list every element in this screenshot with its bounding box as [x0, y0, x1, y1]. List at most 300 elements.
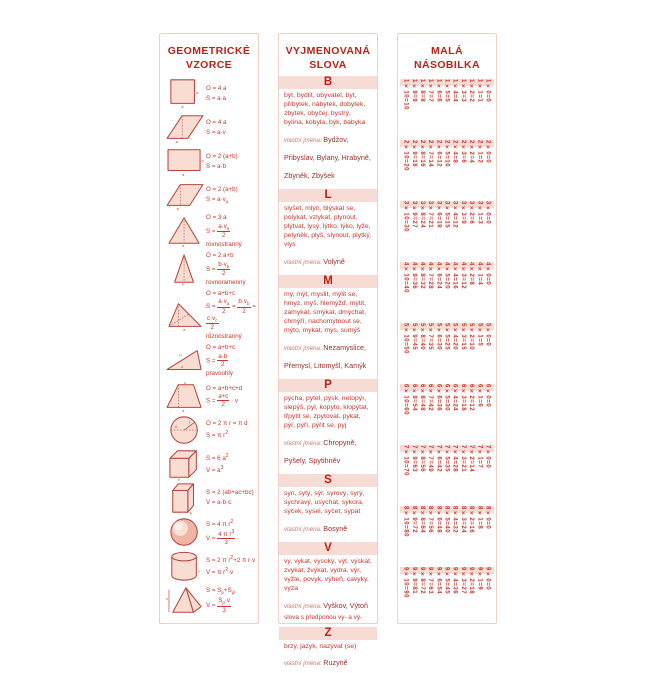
- geometry-row: [164, 550, 256, 583]
- proper-names-label: vlastní jména:: [284, 660, 323, 667]
- shape-triangle-right: [164, 344, 205, 377]
- section-letter: M: [279, 275, 377, 288]
- mult-equation-column: [451, 567, 459, 624]
- mult-equation-column: [468, 384, 476, 441]
- word-list: pýcha, pytel, pysk, netopýr, slepýš, pyl, kopyto, klopýtat, třpytit se, zpytovat, pykat, pýr, pýří, pýřit se, pyj: [284, 395, 372, 431]
- mult-equation: 3×4=12: [452, 201, 459, 228]
- mult-equation-column: [468, 140, 476, 197]
- formula-line: V = a·b·c: [206, 498, 256, 508]
- formula-block: [205, 118, 256, 137]
- formula-block: [205, 343, 256, 378]
- shape-note: různostranný: [206, 332, 256, 342]
- formula-line: V = $\frac{4 \pi r^3}{3}$: [206, 530, 256, 546]
- mult-equation-column: [459, 567, 467, 624]
- mult-equation-column: [476, 384, 484, 441]
- mult-equation: 5×9=45: [411, 323, 418, 350]
- mult-equation: 7×2=14: [468, 445, 475, 472]
- words-strip-title: VYJMENOVANÁ SLOVA: [284, 45, 372, 72]
- band-columns: [402, 79, 492, 136]
- shape-cube: [164, 448, 205, 481]
- formula-line: S = π $r^2$: [206, 429, 256, 441]
- mult-equation: 6×10=60: [403, 384, 410, 415]
- geometry-strip-title: GEOMETRICKÉ VZORCE: [165, 45, 253, 72]
- mult-equation: 7×9=63: [411, 445, 418, 472]
- mult-equation-column: [410, 201, 418, 258]
- proper-names: Bydžov, Přibyslav, Bylany, Hrabyně, Zbyněk, Zbyšek: [284, 135, 371, 180]
- multiplication-band-list: [398, 76, 496, 624]
- mult-equation-column: [427, 506, 435, 563]
- section-letter: L: [279, 189, 377, 202]
- mult-equation: 9×8=72: [419, 567, 426, 594]
- mult-equation: 4×2=8: [468, 262, 475, 285]
- formula-block: [205, 251, 256, 288]
- mult-equation-column: [443, 262, 451, 319]
- mult-equation-column: [402, 445, 410, 502]
- word-section: [279, 189, 377, 272]
- mult-equation-column: [427, 323, 435, 380]
- mult-equation: 1×1=1: [476, 79, 483, 102]
- formula-line: S = $\frac{a\cdot b}{2}$: [206, 353, 256, 368]
- formula-line: $S = a\cdot v_a$: [206, 195, 256, 206]
- mult-equation: 8×7=56: [427, 506, 434, 533]
- svg-text:a: a: [177, 476, 180, 481]
- multiplication-band-7: [402, 445, 492, 502]
- mult-equation-column: [410, 567, 418, 624]
- proper-names-label: vlastní jména:: [284, 603, 323, 610]
- multiplication-band-1: [402, 79, 492, 136]
- mult-equation-column: [410, 384, 418, 441]
- formula-line: S = $\frac{a\cdot v_a}{2}$: [206, 223, 256, 240]
- mult-equation: 2×8=16: [419, 140, 426, 167]
- geometry-row: [164, 77, 256, 110]
- formula-line: V = $\frac{S_p\cdot v}{3}$: [206, 597, 256, 614]
- mult-equation-column: [418, 445, 426, 502]
- mult-equation-column: [459, 323, 467, 380]
- proper-names-label: vlastní jména:: [284, 526, 323, 533]
- mult-equation-column: [451, 384, 459, 441]
- section-letter: B: [279, 76, 377, 89]
- formula-line: S = $\frac{a+c}{2}$ · v: [206, 393, 256, 408]
- formula-block: [205, 419, 256, 440]
- mult-equation: 2×5=10: [444, 140, 451, 167]
- proper-names-label: vlastní jména:: [284, 345, 323, 352]
- formula-line: O = 4 a: [206, 84, 256, 94]
- mult-equation: 9×3=27: [460, 567, 467, 594]
- mult-equation-column: [443, 384, 451, 441]
- band-columns: [402, 140, 492, 197]
- formula-line: O = 4 a: [206, 118, 256, 128]
- formula-block: [205, 213, 256, 250]
- mult-equation: 5×4=20: [452, 323, 459, 350]
- mult-equation: 6×1=6: [476, 384, 483, 407]
- mult-equation: 4×4=16: [452, 262, 459, 289]
- mult-equation: 3×2=6: [468, 201, 475, 224]
- formula-line: O = 2 π r = π d: [206, 419, 256, 429]
- mult-equation: 2×2=4: [468, 140, 475, 163]
- mult-equation-column: [484, 201, 492, 258]
- mult-equation-column: [468, 506, 476, 563]
- svg-text:b: b: [182, 281, 185, 286]
- mult-equation-column: [418, 506, 426, 563]
- multiplication-band-5: [402, 323, 492, 380]
- formula-line: V = π $r^2\cdot v$: [206, 566, 256, 578]
- mult-equation: 3×8=24: [419, 201, 426, 228]
- mult-equation: 3×3=9: [460, 201, 467, 224]
- mult-equation-column: [443, 323, 451, 380]
- mult-equation-column: [435, 262, 443, 319]
- mult-equation: 7×5=35: [444, 445, 451, 472]
- svg-text:a: a: [182, 172, 185, 177]
- formula-block: [205, 84, 256, 103]
- mult-equation-column: [418, 140, 426, 197]
- mult-equation: 9×5=45: [444, 567, 451, 594]
- word-section: [279, 275, 377, 376]
- shape-triangle-scalene: [164, 299, 205, 332]
- proper-names: Nezamyslice, Přemysl, Litomyšl, Kamýk: [284, 343, 366, 370]
- shape-triangle-isosceles: [164, 253, 205, 286]
- geometry-row: [164, 213, 256, 250]
- svg-text:r: r: [188, 419, 190, 424]
- mult-equation-column: [476, 323, 484, 380]
- shape-cylinder: [164, 550, 205, 583]
- mult-equation-column: [468, 201, 476, 258]
- mult-equation: 4×6=24: [435, 262, 442, 289]
- geometry-row: [164, 482, 256, 515]
- mult-equation: 7×4=28: [452, 445, 459, 472]
- proper-names-line: [284, 652, 372, 670]
- word-list: brzy, jazyk, nazývat (se): [284, 643, 372, 652]
- svg-text:a: a: [175, 139, 178, 144]
- mult-equation: 6×8=48: [419, 384, 426, 411]
- geometry-row: [164, 251, 256, 288]
- band-columns: [402, 445, 492, 502]
- mult-equation: 7×10=70: [403, 445, 410, 476]
- shape-sphere: [164, 516, 205, 549]
- mult-equation: 8×5=40: [444, 506, 451, 533]
- mult-equation-column: [443, 567, 451, 624]
- section-extra-note: slova s předponou vy- a vý-: [284, 614, 372, 621]
- word-list: vy, vykat, vysoký, výt, výskat, zvykat, žvýkat, vydra, výr, vyžle, povyk, výheň, cavyky, vyza: [284, 558, 372, 594]
- mult-equation-column: [435, 506, 443, 563]
- svg-text:b: b: [201, 158, 204, 163]
- mult-equation: 9×10=90: [403, 567, 410, 598]
- mult-equation-column: [468, 262, 476, 319]
- mult-equation: 8×10=80: [403, 506, 410, 537]
- geometry-row: [164, 289, 256, 342]
- mult-equation: 6×5=30: [444, 384, 451, 411]
- band-columns: [402, 506, 492, 563]
- mult-equation: 2×9=18: [411, 140, 418, 167]
- mult-equation: 4×7=28: [427, 262, 434, 289]
- mult-equation: 2×1=2: [476, 140, 483, 163]
- formula-line: S = $\frac{a\cdot v_a}{2}$ = $\frac{b\cdot v_b}{2}$ = $\frac{c\cdot v_c}{2}$: [206, 298, 256, 331]
- mult-equation-column: [418, 262, 426, 319]
- mult-equation-column: [402, 140, 410, 197]
- mult-equation-column: [410, 506, 418, 563]
- proper-names-label: vlastní jména:: [284, 259, 323, 266]
- mult-equation: 9×4=36: [452, 567, 459, 594]
- formula-block: [205, 185, 256, 206]
- proper-names-line: [284, 518, 372, 536]
- mult-equation-column: [484, 506, 492, 563]
- formula-line: S = 2 (ab+ac+bc): [206, 488, 256, 498]
- mult-equation: 5×3=15: [460, 323, 467, 350]
- band-columns: [402, 262, 492, 319]
- mult-equation-column: [410, 262, 418, 319]
- mult-equation: 2×6=12: [435, 140, 442, 167]
- mult-equation: 6×7=42: [427, 384, 434, 411]
- mult-equation: 3×5=15: [444, 201, 451, 228]
- mult-equation-column: [418, 201, 426, 258]
- mult-equation-column: [427, 384, 435, 441]
- mult-equation: 7×3=21: [460, 445, 467, 472]
- mult-equation-column: [402, 384, 410, 441]
- mult-equation: 1×4=4: [452, 79, 459, 102]
- section-letter: Z: [279, 627, 377, 640]
- formula-line: S = $\frac{b\cdot v_b}{2}$: [206, 261, 256, 278]
- mult-equation-column: [435, 79, 443, 136]
- mult-equation: 5×6=30: [435, 323, 442, 350]
- mult-equation: 7×8=56: [419, 445, 426, 472]
- mult-equation-column: [484, 323, 492, 380]
- word-section: [279, 76, 377, 186]
- mult-equation-column: [459, 201, 467, 258]
- section-letter: S: [279, 474, 377, 487]
- mult-equation-column: [443, 445, 451, 502]
- mult-equation-column: [459, 506, 467, 563]
- svg-text:v: v: [166, 596, 169, 601]
- mult-equation: 7×0=0: [484, 445, 491, 468]
- mult-equation: 8×1=8: [476, 506, 483, 529]
- mult-equation: 1×8=8: [419, 79, 426, 102]
- mult-equation: 1×2=2: [468, 79, 475, 102]
- band-columns: [402, 384, 492, 441]
- shape-note: rovnostranný: [206, 240, 256, 250]
- mult-equation-column: [435, 445, 443, 502]
- formula-block: [205, 554, 256, 577]
- mult-equation: 5×7=35: [427, 323, 434, 350]
- mult-equation: 8×9=72: [411, 506, 418, 533]
- word-section-body: [279, 557, 377, 624]
- mult-equation: 3×7=21: [427, 201, 434, 228]
- shape-rhomboid: [164, 111, 205, 144]
- formula-line: S = 2 π $r^2+2$ π r·v: [206, 554, 256, 566]
- svg-text:a: a: [176, 206, 179, 211]
- multiplication-table-strip: [397, 33, 497, 624]
- word-list: být, bydlit, obyvatel, byt, příbytek, nábytek, dobytek, zbytek, obyčej, bystrý, bylina, kobyla, býk, babyka: [284, 92, 372, 128]
- word-list: my, mýt, myslit, mýlit se, hmyz, myš, hlemýžď, mýtit, zamykat, smýkat, dmýchat, chmýří, nachomýtnout se, mýto, mykat, mys, sumýš: [284, 291, 372, 336]
- mult-equation-column: [484, 79, 492, 136]
- geometry-formula-list: [160, 76, 258, 616]
- formula-line: $S = S_p+S_{pl}$: [206, 586, 256, 597]
- mult-equation-column: [459, 445, 467, 502]
- mult-equation: 8×4=32: [452, 506, 459, 533]
- multiplication-band-2: [402, 140, 492, 197]
- mult-equation-column: [476, 567, 484, 624]
- mult-equation: 1×3=3: [460, 79, 467, 102]
- section-letter: V: [279, 542, 377, 555]
- mult-equation-column: [402, 323, 410, 380]
- formula-block: [205, 488, 256, 507]
- proper-names-label: vlastní jména:: [284, 137, 323, 144]
- proper-names: Volyně: [323, 257, 345, 266]
- mult-equation-column: [410, 140, 418, 197]
- formula-block: [205, 289, 256, 342]
- mult-equation: 7×7=49: [427, 445, 434, 472]
- geometry-formulas-strip: [159, 33, 259, 624]
- mult-equation: 2×3=6: [460, 140, 467, 163]
- shape-cuboid: [164, 482, 205, 515]
- mult-equation-column: [435, 201, 443, 258]
- mult-equation: 9×6=54: [435, 567, 442, 594]
- mult-equation-column: [476, 201, 484, 258]
- geometry-row: [164, 516, 256, 549]
- mult-equation: 4×8=32: [419, 262, 426, 289]
- mult-equation-column: [484, 445, 492, 502]
- mult-equation-column: [476, 506, 484, 563]
- formula-line: O = 2 a+b: [206, 251, 256, 261]
- formula-line: S = 4 π $r^2$: [206, 518, 256, 530]
- mult-equation-column: [402, 506, 410, 563]
- svg-text:a: a: [183, 327, 186, 332]
- formula-block: [205, 152, 256, 171]
- mult-equation-column: [402, 79, 410, 136]
- word-section-body: [279, 642, 377, 673]
- mult-equation: 9×7=63: [427, 567, 434, 594]
- geometry-row: [164, 145, 256, 178]
- mult-equation-column: [476, 445, 484, 502]
- svg-text:v: v: [197, 568, 200, 573]
- section-letter: P: [279, 379, 377, 392]
- mult-equation-column: [451, 445, 459, 502]
- mult-equation: 5×1=5: [476, 323, 483, 346]
- word-section-body: [279, 204, 377, 272]
- svg-text:b: b: [189, 510, 192, 515]
- mult-equation-column: [451, 79, 459, 136]
- word-section: [279, 474, 377, 539]
- proper-names: Ruzyně: [323, 658, 347, 667]
- mult-equation-column: [410, 445, 418, 502]
- mult-equation: 9×2=18: [468, 567, 475, 594]
- mult-equation-column: [443, 506, 451, 563]
- shape-triangle-equilateral: [164, 215, 205, 248]
- mult-equation-column: [476, 79, 484, 136]
- proper-names-line: [284, 432, 372, 468]
- formula-line: O = 3 a: [206, 213, 256, 223]
- svg-text:b: b: [179, 353, 182, 358]
- proper-names-line: [284, 129, 372, 183]
- mult-equation-column: [484, 384, 492, 441]
- mult-equation-column: [435, 323, 443, 380]
- mult-equation: 3×1=3: [476, 201, 483, 224]
- mult-equation: 7×6=42: [435, 445, 442, 472]
- proper-names-label: vlastní jména:: [284, 440, 323, 447]
- mult-equation-column: [443, 140, 451, 197]
- mult-equation: 3×10=30: [403, 201, 410, 232]
- mult-equation: 1×6=6: [435, 79, 442, 102]
- mult-equation: 1×7=7: [427, 79, 434, 102]
- mult-equation: 5×0=0: [484, 323, 491, 346]
- geometry-row: [164, 380, 256, 413]
- mult-equation-column: [451, 140, 459, 197]
- mult-equation: 4×1=4: [476, 262, 483, 285]
- word-section: [279, 379, 377, 471]
- multiplication-band-4: [402, 262, 492, 319]
- mult-equation: 9×1=9: [476, 567, 483, 590]
- word-section: [279, 542, 377, 624]
- formula-line: $V = a^3$: [206, 464, 256, 476]
- geometry-row: [164, 111, 256, 144]
- mult-equation-column: [468, 79, 476, 136]
- multiplication-band-6: [402, 384, 492, 441]
- formula-line: O = a+b+c+d: [206, 384, 256, 394]
- geometry-row: [164, 448, 256, 481]
- mult-equation: 4×10=40: [403, 262, 410, 293]
- mult-equation-column: [468, 323, 476, 380]
- mult-equation: 2×7=14: [427, 140, 434, 167]
- geometry-row: [164, 343, 256, 378]
- formula-line: S = a·a: [206, 94, 256, 104]
- formula-line: O = a+b+c: [206, 343, 256, 353]
- svg-text:d: d: [174, 424, 176, 429]
- mult-equation-column: [427, 262, 435, 319]
- word-section-body: [279, 290, 377, 376]
- mult-equation: 6×3=18: [460, 384, 467, 411]
- mult-equation-column: [427, 567, 435, 624]
- mult-equation-column: [402, 201, 410, 258]
- mult-equation: 5×5=25: [444, 323, 451, 350]
- proper-names-line: [284, 595, 372, 613]
- multiplication-band-8: [402, 506, 492, 563]
- svg-text:c: c: [184, 379, 186, 384]
- proper-names: Vyškov, Výtoň: [323, 601, 368, 610]
- mult-equation-column: [451, 201, 459, 258]
- mult-equation-column: [468, 445, 476, 502]
- shape-circle: [164, 414, 205, 447]
- proper-names-line: [284, 337, 372, 373]
- mult-equation: 1×10=10: [403, 79, 410, 110]
- mult-equation: 4×3=12: [460, 262, 467, 289]
- mult-equation-column: [427, 79, 435, 136]
- formula-line: S = 6 $a^2$: [206, 452, 256, 464]
- mult-equation: 2×10=20: [403, 140, 410, 171]
- mult-equation: 8×8=64: [419, 506, 426, 533]
- mult-equation: 8×2=16: [468, 506, 475, 533]
- shape-square: [164, 77, 205, 110]
- band-columns: [402, 567, 492, 624]
- mult-equation-column: [451, 506, 459, 563]
- mult-equation-column: [443, 201, 451, 258]
- formula-line: O = a+b+c: [206, 289, 256, 299]
- mult-equation: 4×0=0: [484, 262, 491, 285]
- proper-names: Chropyně, Pyšely, Spytihněv: [284, 438, 356, 465]
- multiplication-band-9: [402, 567, 492, 624]
- mult-equation-column: [443, 79, 451, 136]
- mult-equation-column: [418, 567, 426, 624]
- mult-equation: 5×2=10: [468, 323, 475, 350]
- proper-names-line: [284, 251, 372, 269]
- word-section-body: [279, 394, 377, 471]
- mult-equation: 2×4=8: [452, 140, 459, 163]
- mult-equation-column: [427, 140, 435, 197]
- mult-equation: 4×9=36: [411, 262, 418, 289]
- mult-equation-column: [459, 140, 467, 197]
- mult-equation: 1×9=9: [411, 79, 418, 102]
- mult-equation: 7×1=7: [476, 445, 483, 468]
- shape-rectangle: [164, 145, 205, 178]
- svg-text:a: a: [182, 408, 185, 413]
- mult-equation: 8×3=24: [460, 506, 467, 533]
